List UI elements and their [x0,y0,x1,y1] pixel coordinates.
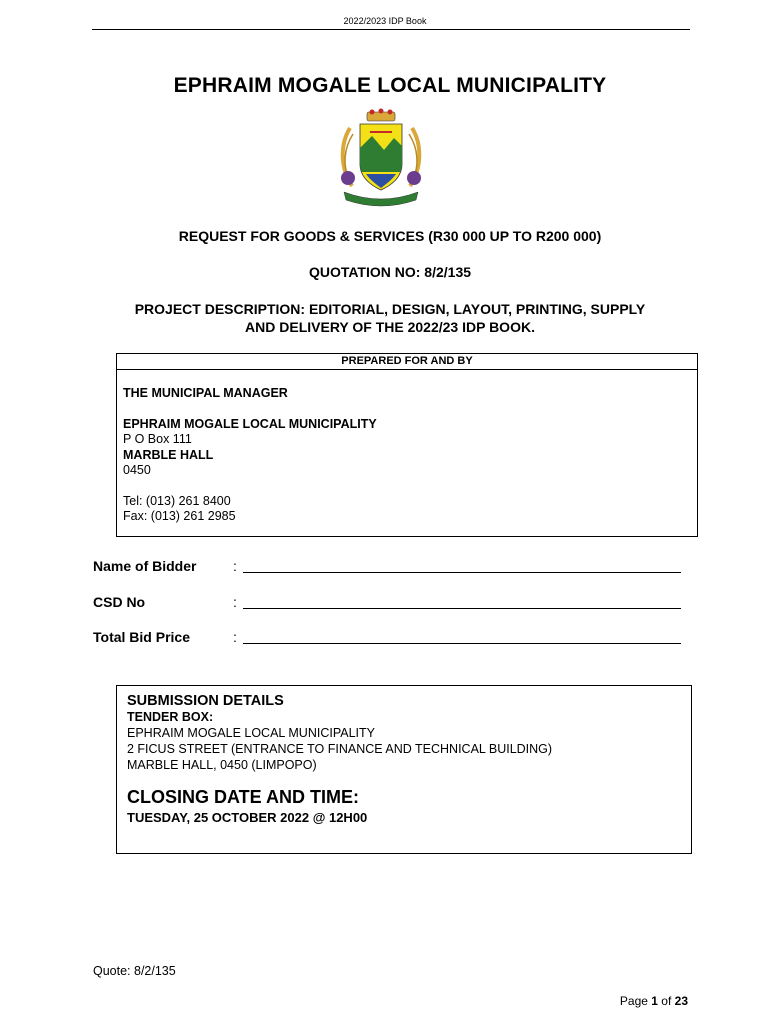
quotation-number: QUOTATION NO: 8/2/135 [308,264,472,280]
submission-address-line-3: MARBLE HALL, 0450 (LIMPOPO) [127,758,317,772]
bidder-name-field[interactable] [243,572,681,573]
total-bid-price-colon: : [233,629,237,645]
submission-address-line-1: EPHRAIM MOGALE LOCAL MUNICIPALITY [127,726,375,740]
closing-title: CLOSING DATE AND TIME: [127,787,359,807]
document-title: EPHRAIM MOGALE LOCAL MUNICIPALITY [173,74,607,97]
submission-details-box [116,685,692,854]
prepared-po-box: P O Box 111 [123,432,192,446]
page-total: 23 [674,994,688,1008]
prepared-postal-code: 0450 [123,463,151,477]
prepared-for-box [116,353,698,537]
submission-address-line-2: 2 FICUS STREET (ENTRANCE TO FINANCE AND TECHNICAL BUILDING) [127,742,553,756]
prepared-town: MARBLE HALL [123,447,214,462]
tender-box-label: TENDER BOX: [127,710,214,724]
project-description-line-1: PROJECT DESCRIPTION: EDITORIAL, DESIGN, LAYOUT, PRINTING, SUPPLY [134,301,646,317]
total-bid-price-field[interactable] [243,643,681,644]
prepared-fax: Fax: (013) 261 2985 [123,509,236,523]
bidder-name-label: Name of Bidder [93,558,197,574]
project-description [100,300,680,336]
prepared-heading: PREPARED FOR AND BY [117,354,697,370]
csd-number-field[interactable] [243,608,681,609]
project-description-line-2: AND DELIVERY OF THE 2022/23 IDP BOOK. [245,319,535,335]
submission-title: SUBMISSION DETAILS [127,693,284,709]
prepared-organisation: EPHRAIM MOGALE LOCAL MUNICIPALITY [123,416,377,431]
csd-number-label: CSD No [93,594,146,610]
municipal-crest-logo [326,108,436,208]
prepared-telephone: Tel: (013) 261 8400 [123,493,231,508]
csd-number-colon: : [233,594,237,610]
page-of-word: of [657,994,675,1008]
page-word: Page [619,994,652,1008]
footer-quote: Quote: 8/2/135 [93,964,176,978]
page-number [620,994,688,1008]
closing-date: TUESDAY, 25 OCTOBER 2022 @ 12H00 [127,810,368,825]
request-line: REQUEST FOR GOODS & SERVICES (R30 000 UP TO R200 000) [178,228,602,244]
header-rule [92,29,690,30]
prepared-manager: THE MUNICIPAL MANAGER [123,386,288,400]
total-bid-price-label: Total Bid Price [93,629,190,645]
page-current: 1 [651,994,658,1008]
bidder-name-colon: : [233,558,237,574]
running-header: 2022/2023 IDP Book [343,16,427,26]
